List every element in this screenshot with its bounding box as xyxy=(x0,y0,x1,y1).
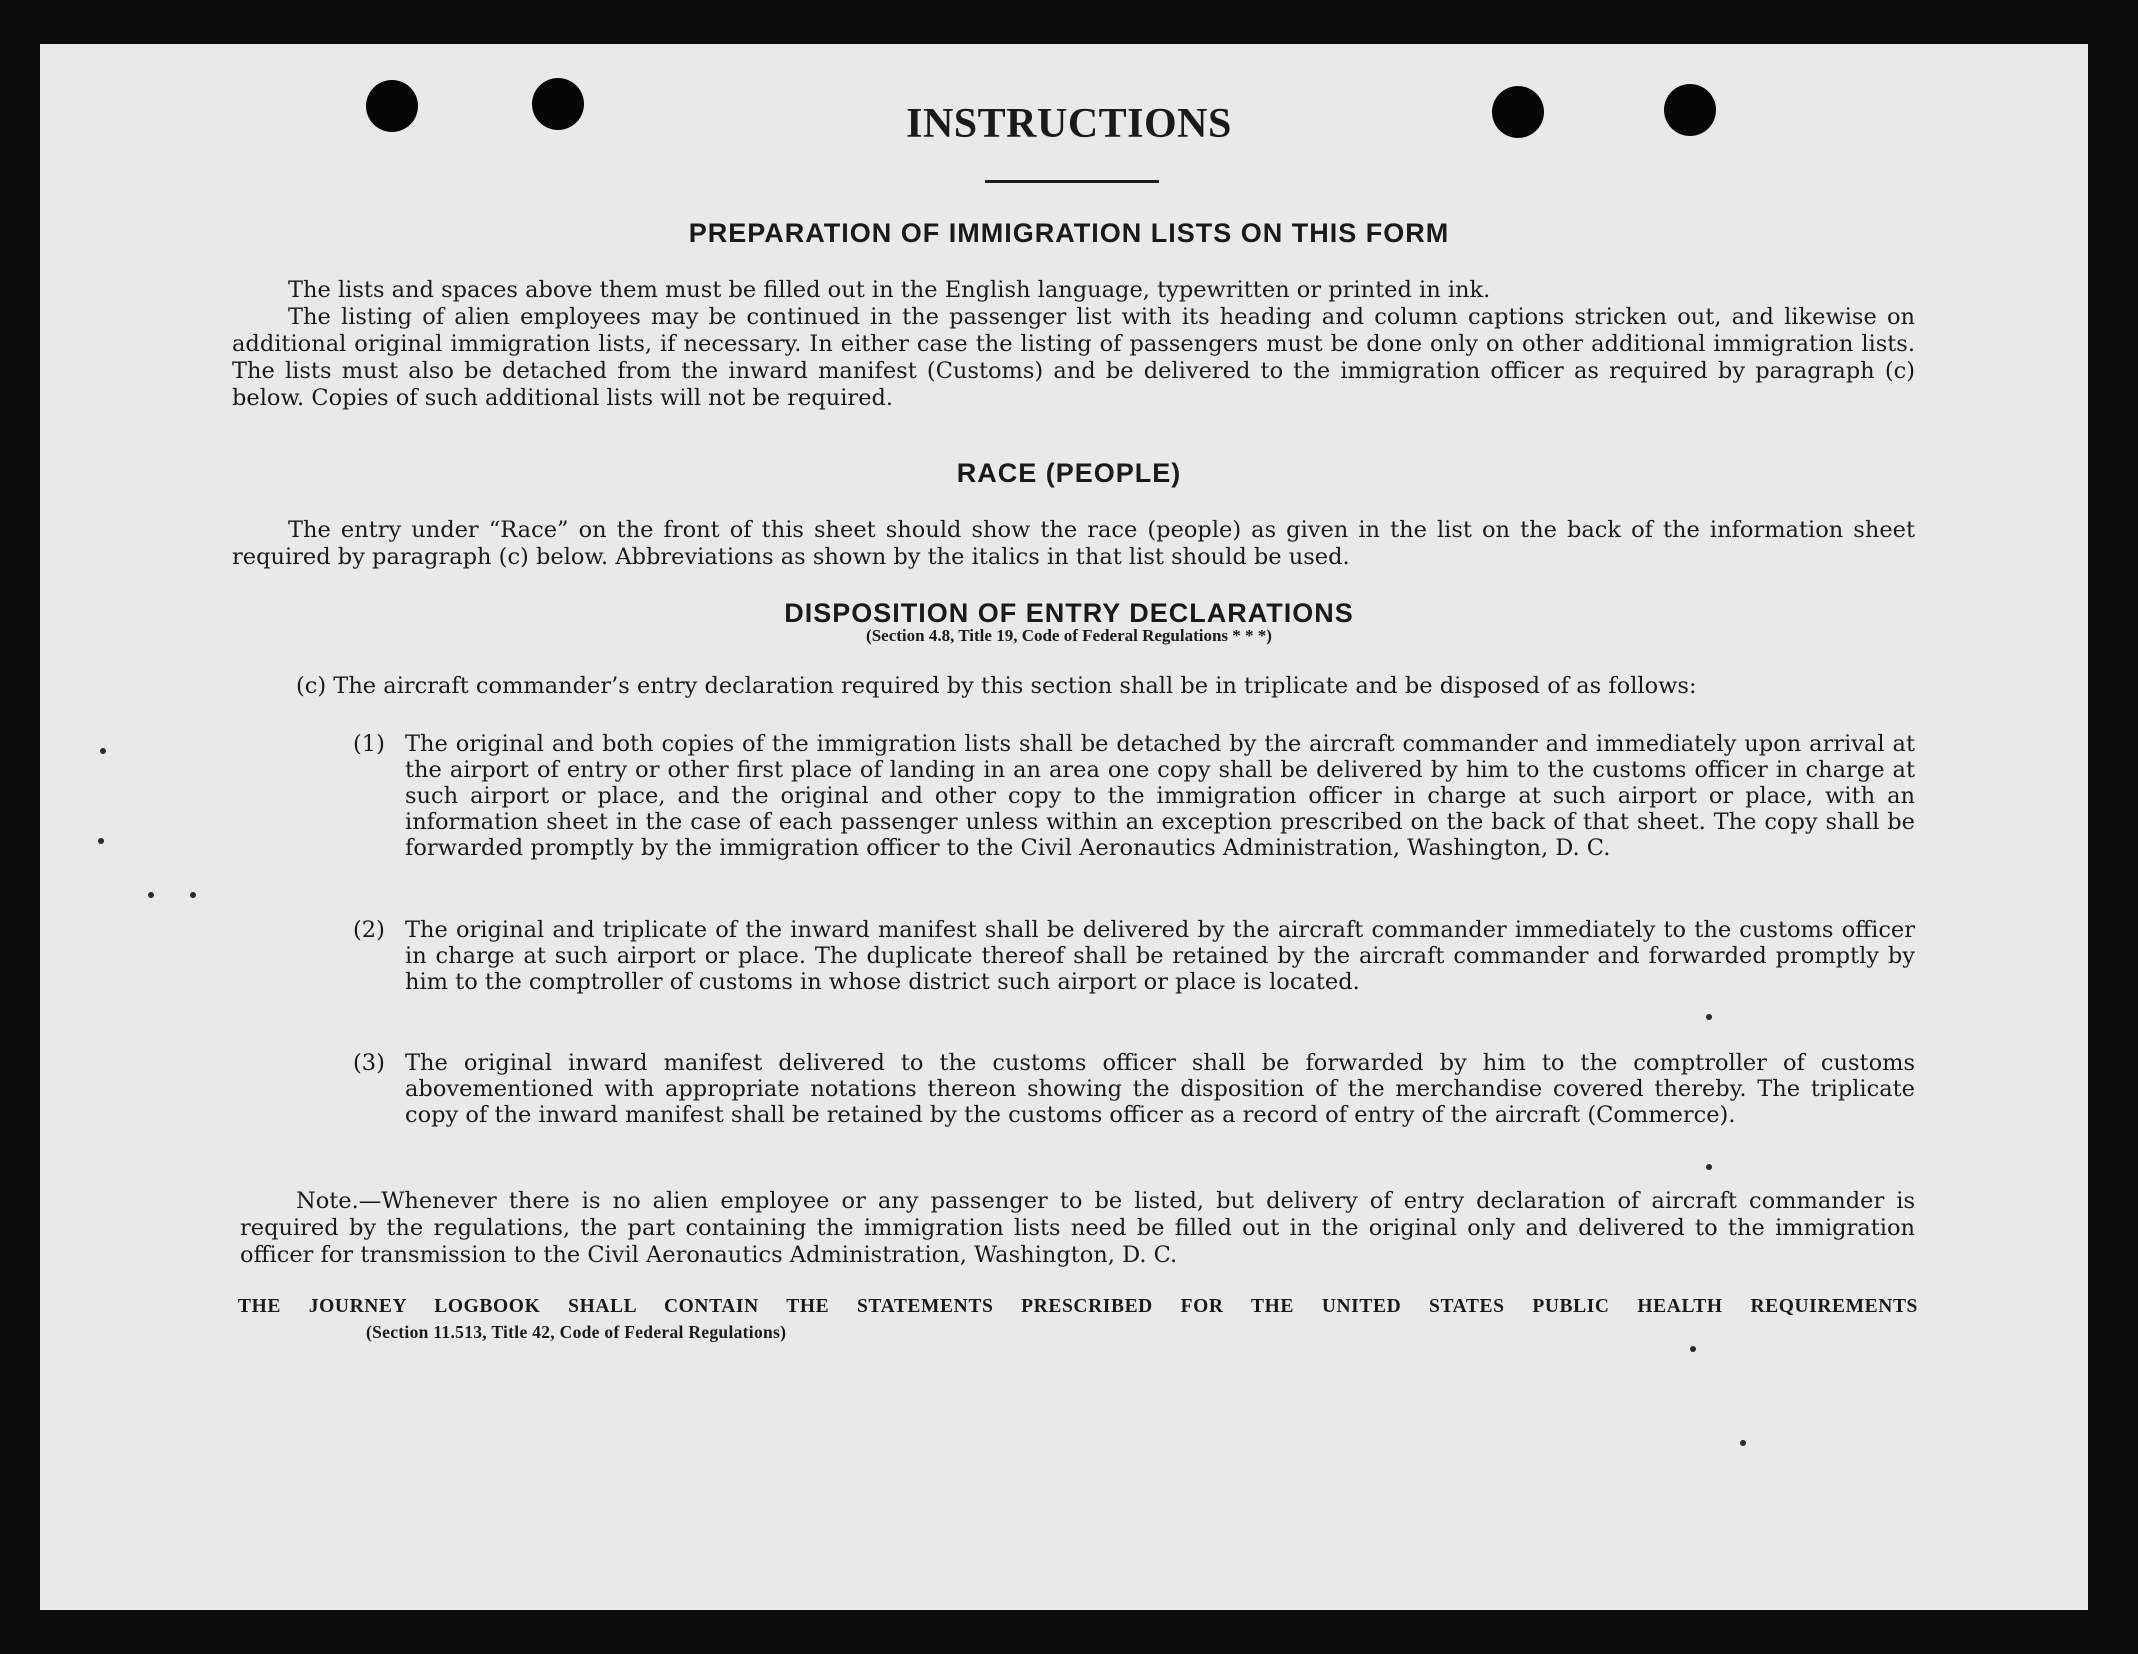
scan-speck xyxy=(1740,1440,1746,1446)
race-paragraph: The entry under “Race” on the front of this sheet should show the race (people) as given in the list on the back of the information sheet required by paragraph (c) below. Abbreviations as shown by the italics in that list should be used. xyxy=(232,517,1915,570)
disposition-note: Note.—Whenever there is no alien employee or any passenger to be listed, but delivery of entry declaration of aircraft commander is required by the regulations, the part containing the immigration lists need be filled out in the original only and delivered to the immigration officer for transmission to the Civil Aeronautics Administration, Washington, D. C. xyxy=(240,1188,1915,1268)
item-text: The original and triplicate of the inward manifest shall be delivered by the aircraft commander immediately to the customs officer in charge at such airport or place. The duplicate thereof shall be retained by the aircraft commander and forwarded promptly by him to the comptroller of customs in whose district such airport or place is located. xyxy=(405,917,1915,995)
disposition-item-2 xyxy=(353,917,1915,995)
preparation-paragraph-2: The listing of alien employees may be continued in the passenger list with its heading and column captions stricken out, and likewise on additional original immigration lists, if necessary. In either case the listing of passengers must be done only on other additional immigration lists. The lists must also be detached from the inward manifest (Customs) and be delivered to the immigration officer as required by paragraph (c) below. Copies of such additional lists will not be required. xyxy=(232,304,1915,411)
disposition-citation: (Section 4.8, Title 19, Code of Federal Regulations * * *) xyxy=(866,626,1272,645)
scan-speck xyxy=(100,748,106,754)
scan-speck xyxy=(1690,1346,1696,1352)
disposition-item-3 xyxy=(353,1050,1915,1128)
scan-speck xyxy=(1706,1164,1712,1170)
scan-speck xyxy=(148,892,154,898)
item-text: The original inward manifest delivered to the customs officer shall be forwarded by him to the comptroller of customs abovementioned with appropriate notations thereon showing the disposition of the merchandise covered thereby. The triplicate copy of the inward manifest shall be retained by the customs officer as a record of entry of the aircraft (Commerce). xyxy=(405,1050,1915,1128)
scan-speck xyxy=(98,838,104,844)
disposition-intro: (c) The aircraft commander’s entry declaration required by this section shall be in triplicate and be disposed of as follows: xyxy=(296,673,1697,699)
logbook-citation: (Section 11.513, Title 42, Code of Federal Regulations) xyxy=(366,1322,787,1342)
scan-speck xyxy=(1706,1014,1712,1020)
preparation-paragraph-1: The lists and spaces above them must be filled out in the English language, typewritten or printed in ink. xyxy=(288,277,1491,303)
scan-speck xyxy=(190,892,196,898)
item-number: (2) xyxy=(353,917,385,943)
title-underline xyxy=(985,180,1159,183)
preparation-heading: PREPARATION OF IMMIGRATION LISTS ON THIS FORM xyxy=(688,218,1450,248)
page-title: INSTRUCTIONS xyxy=(906,101,1232,147)
logbook-statement: THE JOURNEY LOGBOOK SHALL CONTAIN THE STATEMENTS PRESCRIBED FOR THE UNITED STATES PUBLIC HEALTH REQUIREMENTS xyxy=(238,1296,1918,1317)
item-number: (3) xyxy=(353,1050,385,1076)
item-number: (1) xyxy=(353,731,385,757)
disposition-item-1 xyxy=(353,731,1915,861)
item-text: The original and both copies of the immigration lists shall be detached by the aircraft commander and immediately upon arrival at the airport of entry or other first place of landing in an area one copy shall be delivered by him to the customs officer in charge at such airport or place, and the original and other copy to the immigration officer in charge at such airport or place, with an information sheet in the case of each passenger unless within an exception prescribed on the back of that sheet. The copy shall be forwarded promptly by the immigration officer to the Civil Aeronautics Administration, Washington, D. C. xyxy=(405,731,1915,861)
race-heading: RACE (PEOPLE) xyxy=(956,458,1182,488)
disposition-heading: DISPOSITION OF ENTRY DECLARATIONS xyxy=(784,598,1354,628)
